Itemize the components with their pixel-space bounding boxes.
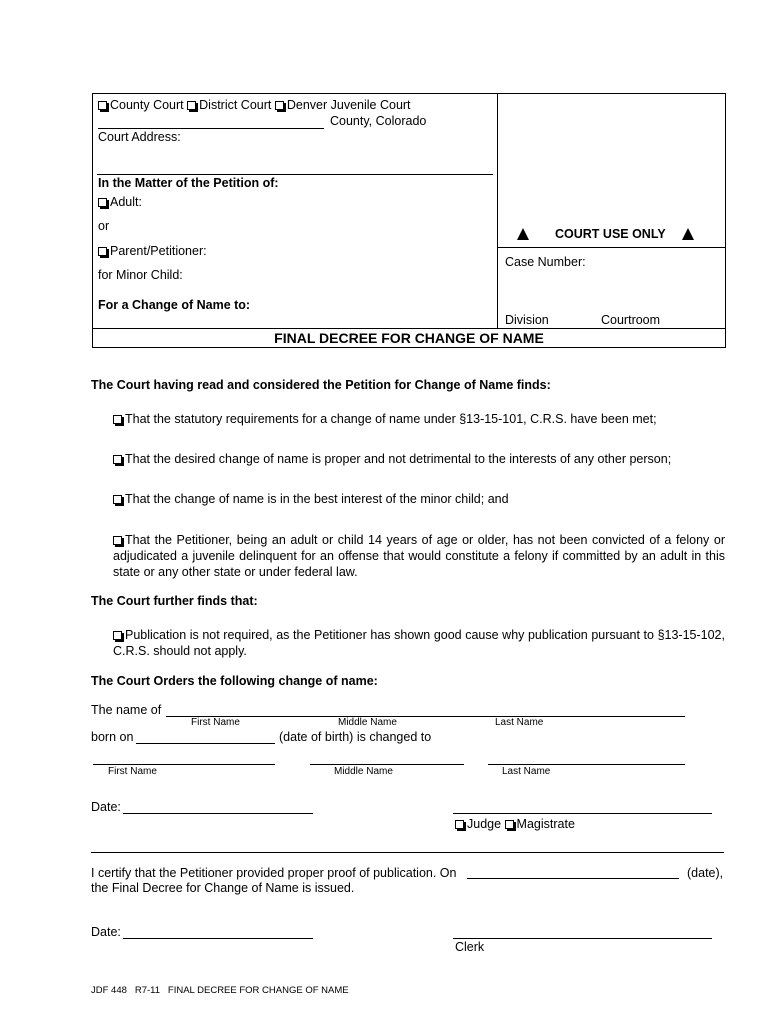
county-court-option[interactable]: County Court	[98, 98, 184, 112]
finding-no-felony[interactable]: That the Petitioner, being an adult or child 14 years of age or older, has not been convicted of a felony or adjudicated a juvenile delinquent for an offense that would constitute a felony if committed by an adult in this state or any other state or under federal law.	[113, 533, 725, 579]
new-middle-name-line[interactable]	[310, 764, 464, 765]
section-divider	[91, 852, 724, 853]
finding-statutory[interactable]: That the statutory requirements for a change of name under §13-15-101, C.R.S. have been met;	[113, 412, 657, 426]
matter-label: In the Matter of the Petition of:	[98, 176, 279, 190]
finding-best-interest-checkbox[interactable]	[113, 495, 122, 504]
footer-form-title: FINAL DECREE FOR CHANGE OF NAME	[167, 985, 349, 996]
new-middle-name-label: Middle Name	[334, 766, 393, 777]
case-number-label: Case Number:	[505, 255, 586, 269]
current-name-line[interactable]	[166, 716, 685, 717]
further-heading: The Court further finds that:	[91, 594, 258, 608]
certify-text-before: I certify that the Petitioner provided proper proof of publication. On	[91, 866, 457, 880]
finding-no-felony-checkbox[interactable]	[113, 536, 122, 545]
publication-checkbox[interactable]	[113, 631, 122, 640]
magistrate-option[interactable]: Magistrate	[505, 817, 575, 831]
court-use-divider	[497, 247, 726, 248]
name-of-label: The name of	[91, 703, 162, 717]
judge-signature-line[interactable]	[453, 813, 712, 814]
or-label: or	[98, 219, 110, 233]
certify-date-line[interactable]	[467, 878, 679, 879]
court-use-only: COURT USE ONLY	[555, 227, 666, 241]
county-court-checkbox[interactable]	[98, 101, 107, 110]
current-first-name-label: First Name	[191, 717, 240, 728]
county-suffix: County, Colorado	[330, 114, 427, 128]
change-to-label: For a Change of Name to:	[98, 298, 251, 312]
district-court-option[interactable]: District Court	[187, 98, 271, 112]
certify-date-suffix: (date),	[687, 866, 724, 880]
judge-date-label: Date:	[91, 800, 121, 814]
new-first-name-line[interactable]	[93, 764, 275, 765]
court-address-line	[97, 174, 493, 175]
clerk-date-label: Date:	[91, 925, 121, 939]
judge-magistrate-options	[455, 817, 575, 831]
parent-option[interactable]: Parent/Petitioner:	[98, 244, 207, 258]
minor-label: for Minor Child:	[98, 268, 183, 282]
clerk-signature-line[interactable]	[453, 938, 712, 939]
certify-text-after: the Final Decree for Change of Name is issued.	[91, 881, 355, 895]
footer-form-id: JDF 448	[91, 985, 127, 996]
current-middle-name-label: Middle Name	[338, 717, 397, 728]
clerk-label: Clerk	[455, 940, 485, 954]
dob-line[interactable]	[136, 743, 275, 744]
finding-proper[interactable]: That the desired change of name is proper and not detrimental to the interests of any other person;	[113, 452, 671, 466]
new-first-name-label: First Name	[108, 766, 157, 777]
finding-proper-checkbox[interactable]	[113, 455, 122, 464]
magistrate-checkbox[interactable]	[505, 820, 514, 829]
orders-heading: The Court Orders the following change of name:	[91, 674, 378, 688]
current-last-name-label: Last Name	[495, 717, 544, 728]
new-last-name-line[interactable]	[488, 764, 685, 765]
judge-checkbox[interactable]	[455, 820, 464, 829]
judge-date-line[interactable]	[123, 813, 313, 814]
court-address-label: Court Address:	[98, 130, 181, 144]
up-arrow-icon	[517, 228, 529, 240]
parent-checkbox[interactable]	[98, 247, 107, 256]
footer-revision: R7-11	[134, 985, 160, 996]
caption-divider-title	[92, 328, 726, 329]
denver-juvenile-option[interactable]: Denver Juvenile Court	[275, 98, 411, 112]
county-name-line[interactable]	[98, 128, 324, 129]
finding-statutory-checkbox[interactable]	[113, 415, 122, 424]
division-label: Division	[505, 313, 549, 327]
clerk-date-line[interactable]	[123, 938, 313, 939]
findings-intro: The Court having read and considered the Petition for Change of Name finds:	[91, 378, 551, 392]
publication-finding[interactable]: Publication is not required, as the Petitioner has shown good cause why publication pursuant to §13-15-102, C.R.S. should not apply.	[113, 628, 725, 658]
footer	[91, 985, 349, 996]
born-on-label: born on	[91, 730, 134, 744]
adult-checkbox[interactable]	[98, 198, 107, 207]
new-last-name-label: Last Name	[502, 766, 551, 777]
court-options	[98, 98, 411, 112]
adult-option[interactable]: Adult:	[98, 195, 142, 209]
courtroom-label: Courtroom	[601, 313, 661, 327]
caption-divider-vertical	[497, 93, 498, 329]
denver-juvenile-checkbox[interactable]	[275, 101, 284, 110]
up-arrow-icon	[682, 228, 694, 240]
district-court-checkbox[interactable]	[187, 101, 196, 110]
dob-changed-label: (date of birth) is changed to	[279, 730, 432, 744]
page-title: FINAL DECREE FOR CHANGE OF NAME	[274, 330, 544, 346]
finding-best-interest[interactable]: That the change of name is in the best interest of the minor child; and	[113, 492, 509, 506]
judge-option[interactable]: Judge	[455, 817, 501, 831]
